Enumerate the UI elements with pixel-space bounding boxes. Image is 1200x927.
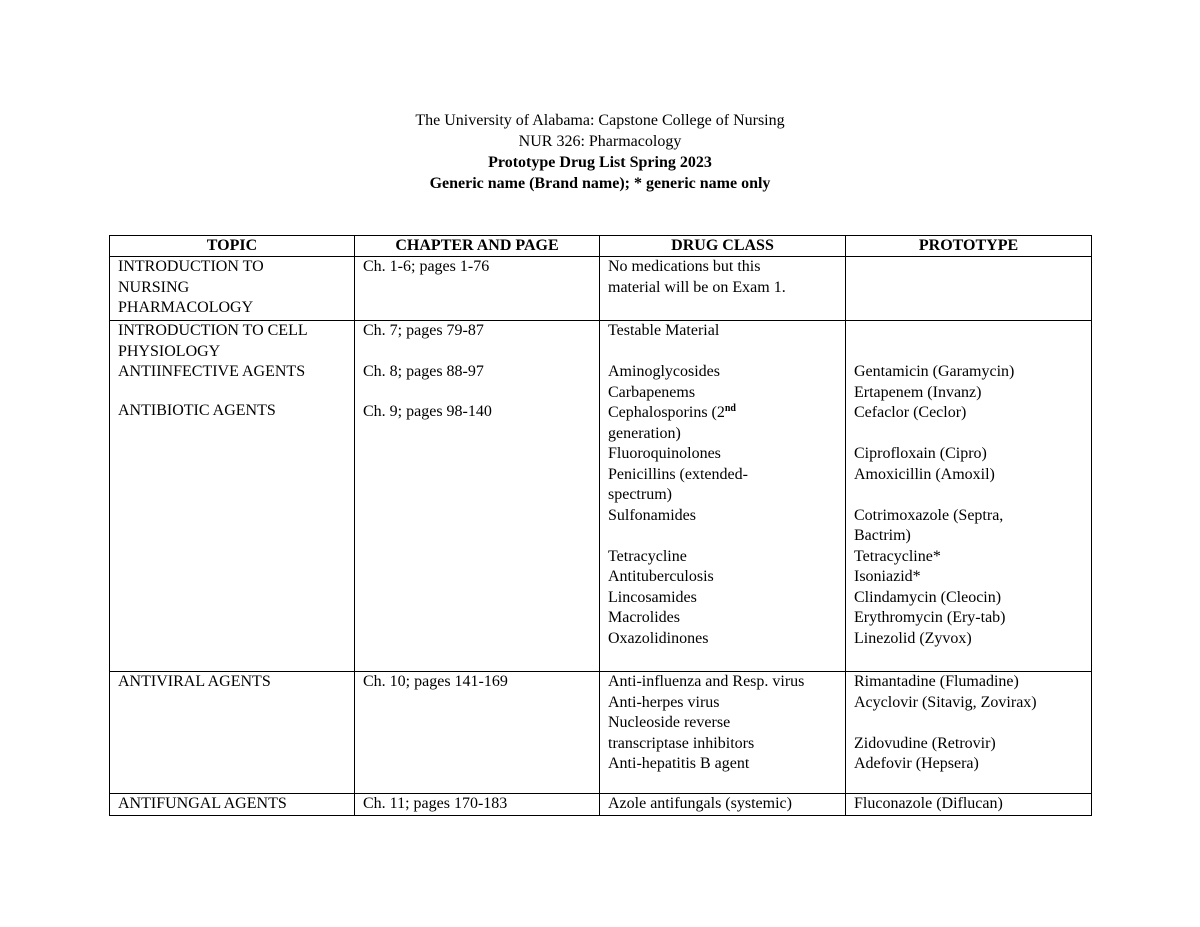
table-row <box>110 321 1092 672</box>
drug-class-cell: Anti-influenza and Resp. virus Anti-herpes virus Nucleoside reverse transcriptase inhibitors Anti-hepatitis B agent <box>600 672 846 794</box>
column-header-prototype: PROTOTYPE <box>846 236 1092 257</box>
list-title: Prototype Drug List Spring 2023 <box>488 154 712 171</box>
topic-cell: INTRODUCTION TO CELL PHYSIOLOGY ANTIINFECTIVE AGENTS ANTIBIOTIC AGENTS <box>110 321 355 672</box>
naming-legend: Generic name (Brand name); * generic name only <box>429 175 771 192</box>
prototype-cell: Rimantadine (Flumadine) Acyclovir (Sitavig, Zovirax) Zidovudine (Retrovir) Adefovir (Hepsera) <box>846 672 1092 794</box>
drug-class-cell: Testable Material Aminoglycosides Carbapenems Cephalosporins (2nd generation) Fluoroquinolones Penicillins (extended- spectrum) Sulfonamides Tetracycline Antituberculosis Lincosamides Macrolides Oxazolidinones <box>600 321 846 672</box>
chapter-cell: Ch. 7; pages 79-87 Ch. 8; pages 88-97 Ch. 9; pages 98-140 <box>355 321 600 672</box>
table-header-row <box>110 236 1092 257</box>
table-row <box>110 672 1092 794</box>
table-row <box>110 794 1092 816</box>
column-header-drug-class: DRUG CLASS <box>600 236 846 257</box>
prototype-cell: Gentamicin (Garamycin) Ertapenem (Invanz) Cefaclor (Ceclor) Ciprofloxain (Cipro) Amoxicillin (Amoxil) Cotrimoxazole (Septra, Bactrim) Tetracycline* Isoniazid* Clindamycin (Cleocin) Erythromycin (Ery-tab) Linezolid (Zyvox) <box>846 321 1092 672</box>
chapter-cell: Ch. 1-6; pages 1-76 <box>355 257 600 321</box>
topic-cell: INTRODUCTION TO NURSING PHARMACOLOGY <box>110 257 355 321</box>
cephalosporins-label: Cephalosporins (2nd <box>608 403 736 421</box>
table-row <box>110 257 1092 321</box>
prototype-cell <box>846 257 1092 321</box>
column-header-topic: TOPIC <box>110 236 355 257</box>
institution-name: The University of Alabama: Capstone College of Nursing <box>415 112 785 129</box>
topic-cell: ANTIVIRAL AGENTS <box>110 672 355 794</box>
chapter-cell: Ch. 11; pages 170-183 <box>355 794 600 816</box>
drug-class-cell: No medications but this material will be on Exam 1. <box>600 257 846 321</box>
course-name: NUR 326: Pharmacology <box>518 133 682 150</box>
prototype-drug-table <box>109 235 1092 816</box>
prototype-cell: Fluconazole (Diflucan) <box>846 794 1092 816</box>
chapter-cell: Ch. 10; pages 141-169 <box>355 672 600 794</box>
drug-class-cell: Azole antifungals (systemic) <box>600 794 846 816</box>
document-header <box>0 110 1200 194</box>
topic-cell: ANTIFUNGAL AGENTS <box>110 794 355 816</box>
column-header-chapter: CHAPTER AND PAGE <box>355 236 600 257</box>
